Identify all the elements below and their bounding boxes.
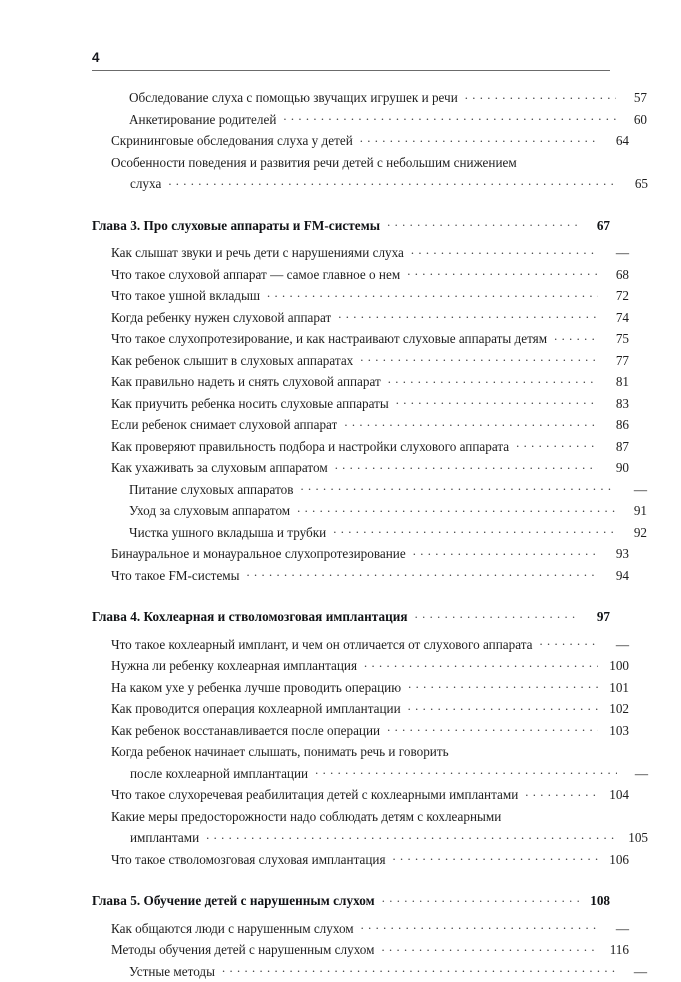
dot-leader [297, 502, 616, 515]
chapter-page-number: 97 [584, 606, 610, 628]
dot-leader [540, 635, 598, 648]
toc-entry-label: Когда ребенку нужен слуховой аппарат [111, 307, 331, 329]
toc-entry-page-number: 94 [603, 565, 629, 587]
toc-entry-page-number: 65 [622, 173, 648, 195]
toc-entry-row [111, 457, 629, 479]
dot-leader [408, 678, 598, 691]
toc-entry-label: Что такое слуховой аппарат — самое главное о нем [111, 264, 400, 286]
toc-entry-label: Скрининговые обследования слуха у детей [111, 130, 353, 152]
toc-entry-page-number: — [622, 763, 648, 785]
toc-entry-label: Какие меры предосторожности надо соблюдать детям с кохлеарными [111, 806, 501, 828]
toc-entry[interactable] [92, 918, 629, 940]
toc-entry-label: Если ребенок снимает слуховой аппарат [111, 414, 337, 436]
dot-leader [382, 892, 579, 905]
dot-leader [300, 480, 616, 493]
toc-entry-row [111, 720, 629, 742]
dot-leader [360, 132, 598, 145]
toc-entry[interactable] [92, 698, 629, 720]
toc-entry-page-number: 83 [603, 393, 629, 415]
toc-entry-page-number: 100 [603, 655, 629, 677]
toc-entry-label: Как правильно надеть и снять слуховой аппарат [111, 371, 381, 393]
page-number: 4 [92, 50, 610, 66]
toc-entry[interactable] [92, 784, 629, 806]
dot-leader [247, 566, 598, 579]
toc-entry-label: Чистка ушного вкладыша и трубки [129, 522, 326, 544]
toc-entry-label: Бинауральное и монауральное слухопротезирование [111, 543, 406, 565]
dot-leader [554, 330, 598, 343]
toc-entry-row [129, 961, 647, 982]
toc-entry-page-number: 104 [603, 784, 629, 806]
toc-entry[interactable] [92, 152, 629, 195]
toc-entry-row [129, 109, 647, 131]
dot-leader [315, 764, 617, 777]
toc-entry-page-number: 74 [603, 307, 629, 329]
toc-entry[interactable] [92, 264, 629, 286]
toc-entry-label-continued: имплантами [130, 827, 199, 849]
toc-entry-label: Что такое ушной вкладыш [111, 285, 260, 307]
toc-entry-label: Устные методы [129, 961, 215, 982]
dot-leader [381, 941, 598, 954]
toc-entry[interactable] [92, 543, 629, 565]
toc-entry[interactable] [92, 285, 629, 307]
dot-leader [222, 962, 616, 975]
toc-entry-page-number: 72 [603, 285, 629, 307]
dot-leader [387, 216, 579, 229]
toc-entry-page-number: — [621, 479, 647, 501]
toc-entry-page-number: 90 [603, 457, 629, 479]
toc-entry-row [92, 606, 610, 628]
dot-leader [408, 700, 598, 713]
toc-chapter-heading[interactable] [92, 890, 610, 912]
toc-entry-label: Как слышат звуки и речь дети с нарушениями слуха [111, 242, 404, 264]
toc-entry-row [111, 784, 629, 806]
toc-entry-row [111, 350, 629, 372]
toc-entry-label: Нужна ли ребенку кохлеарная имплантация [111, 655, 357, 677]
toc-entry-row [111, 130, 629, 152]
toc-entry-page-number: 116 [603, 939, 629, 961]
toc-entry-label: Уход за слуховым аппаратом [129, 500, 290, 522]
toc-entry-row [111, 806, 629, 828]
dot-leader [465, 89, 616, 102]
toc-entry[interactable] [92, 130, 629, 152]
toc-entry-row [111, 264, 629, 286]
toc-entry-page-number: 60 [621, 109, 647, 131]
toc-entry-page-number: 105 [622, 827, 648, 849]
toc-entry-row [92, 215, 610, 237]
toc-entry-page-number: 64 [603, 130, 629, 152]
dot-leader [168, 175, 617, 188]
dot-leader [411, 244, 598, 257]
toc-entry-label: Как приучить ребенка носить слуховые аппараты [111, 393, 389, 415]
toc-entry[interactable] [92, 741, 629, 784]
dot-leader [283, 110, 616, 123]
dot-leader [388, 373, 598, 386]
toc-entry-page-number: 93 [603, 543, 629, 565]
toc-entry-row [111, 655, 629, 677]
dot-leader [516, 437, 598, 450]
toc-entry-page-number: 101 [603, 677, 629, 699]
dot-leader [333, 523, 616, 536]
toc-entry-label: Как проверяют правильность подбора и настройки слухового аппарата [111, 436, 509, 458]
toc-entry[interactable] [92, 393, 629, 415]
dot-leader [415, 608, 579, 621]
toc-chapter-heading[interactable] [92, 606, 610, 628]
toc-entry-label: На каком ухе у ребенка лучше проводить операцию [111, 677, 401, 699]
toc-entry-label: Что такое стволомозговая слуховая имплантация [111, 849, 386, 871]
toc-entry-row [92, 890, 610, 912]
toc-entry[interactable] [92, 634, 629, 656]
toc-entry-continuation [111, 173, 648, 195]
toc-entry-row [129, 87, 647, 109]
toc-entry-row [111, 285, 629, 307]
dot-leader [335, 459, 598, 472]
toc-entry-row [111, 698, 629, 720]
toc-entry-label: Как ребенок восстанавливается после операции [111, 720, 380, 742]
dot-leader [344, 416, 598, 429]
toc-entry-label: Обследование слуха с помощью звучащих игрушек и речи [129, 87, 458, 109]
toc-entry-row [111, 393, 629, 415]
toc-entry-row [111, 436, 629, 458]
toc-entry-label: Как ребенок слышит в слуховых аппаратах [111, 350, 353, 372]
toc-entry-row [111, 371, 629, 393]
toc-entry-label: Методы обучения детей с нарушенным слухом [111, 939, 374, 961]
toc-entry-row [111, 634, 629, 656]
toc-entry-row [111, 307, 629, 329]
toc-entry-label: Как общаются люди с нарушенным слухом [111, 918, 354, 940]
toc-entry[interactable] [92, 961, 647, 982]
dot-leader [267, 287, 598, 300]
toc-entry-row [111, 939, 629, 961]
chapter-page-number: 67 [584, 215, 610, 237]
toc-entry-label: Что такое FM-системы [111, 565, 240, 587]
toc-entry[interactable] [92, 328, 629, 350]
toc-entry[interactable] [92, 565, 629, 587]
toc-entry-page-number: 75 [603, 328, 629, 350]
toc-entry-row [129, 500, 647, 522]
toc-entry-label: Как проводится операция кохлеарной имплантации [111, 698, 401, 720]
header-divider [92, 70, 610, 71]
toc-entry[interactable] [92, 436, 629, 458]
toc-entry[interactable] [92, 414, 629, 436]
toc-entry[interactable] [92, 242, 629, 264]
toc-entry-page-number: 87 [603, 436, 629, 458]
toc-entry-page-number: 86 [603, 414, 629, 436]
toc-entry[interactable] [92, 849, 629, 871]
toc-entry-row [111, 242, 629, 264]
toc-entry-page-number: 102 [603, 698, 629, 720]
toc-group [92, 215, 610, 587]
toc-entry[interactable] [92, 307, 629, 329]
toc-entry-row [111, 741, 629, 763]
toc-entry-continuation [111, 827, 648, 849]
toc-entry[interactable] [92, 87, 647, 109]
dot-leader [407, 265, 598, 278]
toc-entry[interactable] [92, 939, 629, 961]
toc-entry-page-number: 77 [603, 350, 629, 372]
toc-entry-page-number: 103 [603, 720, 629, 742]
toc-entry-row [111, 565, 629, 587]
toc-entry-row [111, 328, 629, 350]
toc-entry-label: Питание слуховых аппаратов [129, 479, 293, 501]
dot-leader [387, 721, 598, 734]
toc-entry-page-number: 91 [621, 500, 647, 522]
toc-entry-row [111, 849, 629, 871]
dot-leader [525, 786, 598, 799]
toc-group [92, 87, 610, 195]
toc-entry-row [129, 522, 647, 544]
toc-entry-page-number: — [603, 242, 629, 264]
toc-entry[interactable] [92, 371, 629, 393]
toc-entry-label: Что такое слухопротезирование, и как настраивают слуховые аппараты детям [111, 328, 547, 350]
toc-entry[interactable] [92, 109, 647, 131]
dot-leader [338, 308, 598, 321]
dot-leader [364, 657, 598, 670]
toc-entry-label: Особенности поведения и развития речи детей с небольшим снижением [111, 152, 517, 174]
dot-leader [393, 850, 598, 863]
toc-entry-page-number: — [603, 918, 629, 940]
toc-group [92, 890, 610, 982]
toc-entry-page-number: 57 [621, 87, 647, 109]
toc-entry[interactable] [92, 500, 647, 522]
toc-entry-page-number: — [603, 634, 629, 656]
toc-entry-page-number: 68 [603, 264, 629, 286]
toc-entry[interactable] [92, 350, 629, 372]
chapter-page-number: 108 [584, 890, 610, 912]
dot-leader [396, 394, 598, 407]
dot-leader [413, 545, 598, 558]
toc-entry-page-number: 81 [603, 371, 629, 393]
toc-entry-row [129, 479, 647, 501]
toc-entry-label: Что такое кохлеарный имплант, и чем он отличается от слухового аппарата [111, 634, 533, 656]
toc-entry[interactable] [92, 479, 647, 501]
toc-entry[interactable] [92, 522, 647, 544]
toc-entry[interactable] [92, 677, 629, 699]
toc-entry[interactable] [92, 457, 629, 479]
toc-entry-page-number: — [621, 961, 647, 982]
page-header [92, 50, 610, 71]
toc-chapter-heading[interactable] [92, 215, 610, 237]
toc-entry-row [111, 677, 629, 699]
toc-entry-label: Когда ребенок начинает слышать, понимать речь и говорить [111, 741, 449, 763]
toc-group [92, 606, 610, 870]
toc-entry[interactable] [92, 806, 629, 849]
chapter-title: Глава 5. Обучение детей с нарушенным слухом [92, 890, 375, 912]
toc-entry[interactable] [92, 655, 629, 677]
toc-entry[interactable] [92, 720, 629, 742]
toc-entry-row [111, 152, 629, 174]
toc-entry-label: Анкетирование родителей [129, 109, 276, 131]
chapter-title: Глава 3. Про слуховые аппараты и FM-системы [92, 215, 380, 237]
toc-entry-row [111, 414, 629, 436]
toc-entry-label-continued: после кохлеарной имплантации [130, 763, 308, 785]
toc-entry-label: Как ухаживать за слуховым аппаратом [111, 457, 328, 479]
toc-entry-page-number: 106 [603, 849, 629, 871]
toc-entry-label: Что такое слухоречевая реабилитация детей с кохлеарными имплантами [111, 784, 518, 806]
chapter-title: Глава 4. Кохлеарная и стволомозговая имплантация [92, 606, 408, 628]
toc-entry-row [111, 918, 629, 940]
toc-entry-row [111, 543, 629, 565]
toc-entry-continuation [111, 763, 648, 785]
table-of-contents [92, 87, 610, 982]
dot-leader [206, 829, 617, 842]
dot-leader [361, 919, 598, 932]
toc-entry-label-continued: слуха [130, 173, 161, 195]
toc-entry-page-number: 92 [621, 522, 647, 544]
dot-leader [360, 351, 598, 364]
